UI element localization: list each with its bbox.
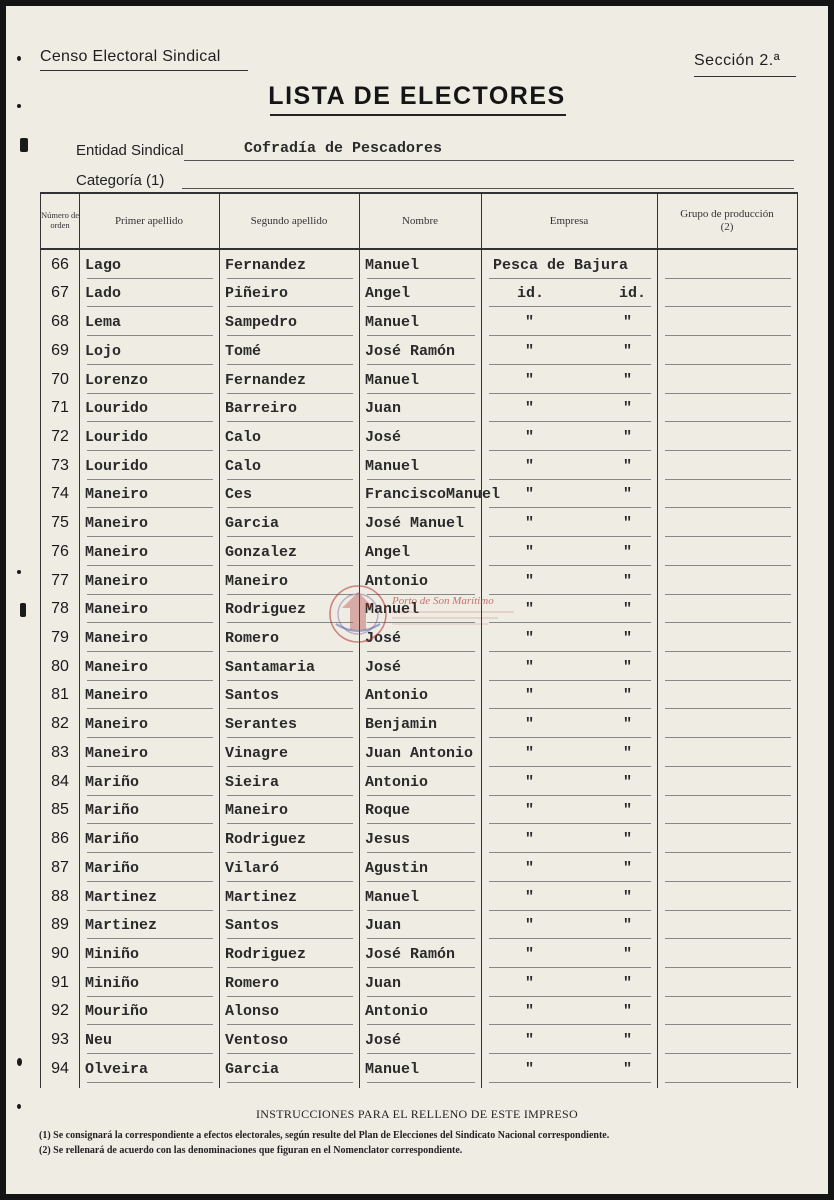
cell-nombre: Juan Antonio [365, 744, 474, 762]
row-rule [227, 1082, 353, 1083]
cell-nombre: José Ramón [365, 342, 456, 360]
cell-nombre: Manuel [365, 888, 420, 906]
cell-empresa-id: " [623, 831, 633, 849]
cell-empresa: " [525, 1060, 535, 1078]
table-row [41, 537, 797, 566]
cell-nombre: Angel [365, 285, 411, 303]
cell-primer-apellido: Maneiro [85, 572, 149, 590]
cell-empresa: " [525, 429, 535, 446]
cell-empresa-id: " [623, 515, 633, 533]
table-row [41, 307, 797, 336]
cell-nombre: Antonio [365, 687, 429, 705]
cell-nombre: Angel [365, 543, 411, 561]
cell-empresa: " [525, 859, 535, 877]
table-row [41, 652, 797, 681]
cell-segundo-apellido: Vilaró [225, 859, 280, 877]
cell-segundo-apellido: Santos [225, 687, 280, 705]
cell-empresa-id: " [623, 888, 633, 906]
cell-segundo-apellido: Vinagre [225, 744, 289, 762]
table-row [41, 1025, 797, 1054]
table-row [41, 279, 797, 308]
cell-numero: 94 [51, 1059, 69, 1077]
cell-numero: 93 [51, 1031, 69, 1049]
cell-empresa: Pesca de Bajura [493, 256, 629, 274]
cell-numero: 68 [51, 313, 69, 331]
table-row [41, 451, 797, 480]
cell-numero: 84 [51, 772, 69, 790]
cell-segundo-apellido: Romero [225, 630, 280, 648]
cell-numero: 71 [51, 399, 69, 417]
cell-empresa: " [525, 457, 535, 475]
instructions-title: INSTRUCCIONES PARA EL RELLENO DE ESTE IMPRESO [256, 1107, 578, 1121]
table-row [41, 394, 797, 423]
cell-segundo-apellido: Barreiro [225, 400, 298, 418]
cell-empresa: " [525, 572, 535, 590]
table-row [41, 250, 797, 279]
table-row [41, 882, 797, 911]
header-underline [40, 70, 248, 71]
cell-segundo-apellido: Gonzalez [225, 543, 298, 561]
cell-primer-apellido: Maneiro [85, 687, 149, 705]
table-row [41, 336, 797, 365]
cell-nombre: Benjamin [365, 716, 438, 734]
cell-empresa: " [525, 1003, 535, 1021]
cell-segundo-apellido: Piñeiro [225, 285, 289, 303]
cell-numero: 70 [51, 370, 69, 388]
cell-primer-apellido: Lema [85, 314, 122, 332]
cell-segundo-apellido: Rodriguez [225, 831, 307, 849]
cell-segundo-apellido: Maneiro [225, 802, 289, 820]
cell-empresa: " [525, 831, 535, 849]
cell-primer-apellido: Martinez [85, 917, 158, 935]
title-underline [270, 114, 566, 116]
cell-numero: 74 [51, 485, 69, 503]
cell-numero: 83 [51, 743, 69, 761]
cell-segundo-apellido: Ventoso [225, 1032, 289, 1050]
cell-primer-apellido: Maneiro [85, 515, 149, 533]
table-row [41, 681, 797, 710]
page-title: LISTA DE ELECTORES [268, 82, 566, 110]
cell-empresa-id: " [623, 744, 633, 762]
cell-nombre: Juan [365, 917, 402, 935]
cell-empresa: " [525, 888, 535, 906]
table-row [41, 738, 797, 767]
cell-empresa: " [525, 716, 535, 734]
cell-nombre: Agustin [365, 859, 429, 877]
table-row [41, 997, 797, 1026]
cofradia-stamp [318, 578, 518, 648]
cell-numero: 89 [51, 916, 69, 934]
cell-empresa: " [525, 342, 535, 360]
cell-nombre: Antonio [365, 572, 429, 590]
cell-segundo-apellido: Calo [225, 457, 262, 475]
table-row [41, 767, 797, 796]
table-row [41, 480, 797, 509]
stamp-text: Porto de Son Marítimo [392, 595, 494, 607]
cell-primer-apellido: Mariño [85, 802, 140, 820]
cell-segundo-apellido: Sampedro [225, 314, 298, 332]
cell-segundo-apellido: Ces [225, 486, 253, 504]
cell-primer-apellido: Lago [85, 256, 122, 274]
cell-nombre: José Ramón [365, 945, 456, 963]
cell-primer-apellido: Mariño [85, 859, 140, 877]
cell-empresa-id: " [623, 1032, 633, 1050]
cell-primer-apellido: Maneiro [85, 486, 149, 504]
row-rule [489, 1082, 651, 1083]
cell-segundo-apellido: Maneiro [225, 572, 289, 590]
cell-numero: 82 [51, 715, 69, 733]
cell-primer-apellido: Lourido [85, 457, 149, 475]
instruction-note-2: (2) Se rellenará de acuerdo con las denominaciones que figuran en el Nomenclator correspondiente. [39, 1145, 463, 1156]
cell-segundo-apellido: Romero [225, 974, 280, 992]
cell-primer-apellido: Lourido [85, 429, 149, 446]
cell-empresa-id: " [623, 314, 633, 332]
cell-nombre: Antonio [365, 773, 429, 791]
cell-empresa-id: " [623, 802, 633, 820]
cell-primer-apellido: Maneiro [85, 630, 149, 648]
punch-mark [20, 138, 28, 152]
table-row [41, 365, 797, 394]
cell-segundo-apellido: Serantes [225, 716, 298, 734]
cell-primer-apellido: Mariño [85, 831, 140, 849]
categoria-line [182, 188, 794, 189]
cell-primer-apellido: Neu [85, 1032, 113, 1050]
cell-primer-apellido: Lorenzo [85, 371, 149, 389]
cell-nombre: FranciscoManuel [365, 486, 501, 504]
punch-mark [17, 1104, 21, 1109]
cell-segundo-apellido: Fernandez [225, 371, 307, 389]
cell-numero: 90 [51, 944, 69, 962]
cell-empresa-id: " [623, 974, 633, 992]
cell-numero: 91 [51, 973, 69, 991]
cell-nombre: José [365, 658, 402, 676]
cell-empresa-id: " [623, 572, 633, 590]
cell-empresa-id: " [623, 543, 633, 561]
cell-empresa: " [525, 543, 535, 561]
entidad-line [184, 160, 794, 161]
cell-numero: 77 [51, 571, 69, 589]
cell-numero: 72 [51, 428, 69, 445]
header-primer-apellido: Primer apellido [114, 214, 184, 227]
row-rule [367, 1082, 475, 1083]
cell-nombre: José [365, 1032, 402, 1050]
row-rule [665, 1082, 791, 1083]
header-nombre: Nombre [401, 214, 439, 227]
categoria-label: Categoría (1) [76, 172, 165, 189]
cell-empresa-id: " [623, 945, 633, 963]
cell-nombre: Juan [365, 400, 402, 418]
cell-empresa: id. [517, 285, 545, 303]
cell-empresa: " [525, 400, 535, 418]
cell-empresa-id: " [623, 400, 633, 418]
cell-empresa-id: " [623, 342, 633, 360]
cell-empresa: " [525, 917, 535, 935]
cell-empresa-id: " [623, 859, 633, 877]
cell-empresa: " [525, 314, 535, 332]
cell-numero: 86 [51, 830, 69, 848]
cell-primer-apellido: Miniño [85, 945, 140, 963]
cell-numero: 85 [51, 801, 69, 819]
cell-segundo-apellido: Garcia [225, 515, 280, 533]
punch-mark [20, 603, 26, 617]
header-empresa: Empresa [549, 214, 589, 227]
cell-empresa: " [525, 515, 535, 533]
cell-nombre: Manuel [365, 256, 420, 274]
cell-numero: 66 [51, 255, 69, 273]
cell-segundo-apellido: Calo [225, 429, 262, 446]
cell-empresa-id: " [623, 457, 633, 475]
header-grupo-produccion: Grupo de producción (2) [680, 208, 774, 233]
cell-empresa: " [525, 630, 535, 648]
cell-primer-apellido: Martinez [85, 888, 158, 906]
cell-empresa-id: " [623, 687, 633, 705]
cell-primer-apellido: Maneiro [85, 716, 149, 734]
cell-empresa: " [525, 945, 535, 963]
document-header-left: Censo Electoral Sindical [40, 48, 221, 65]
cell-numero: 80 [51, 657, 69, 675]
cell-nombre: Manuel [365, 1060, 420, 1078]
cell-empresa: " [525, 658, 535, 676]
cell-primer-apellido: Mariño [85, 773, 140, 791]
cell-empresa-id: " [623, 716, 633, 734]
cell-nombre: Juan [365, 974, 402, 992]
cell-nombre: José [365, 630, 402, 648]
cell-primer-apellido: Mouriño [85, 1003, 149, 1021]
cell-primer-apellido: Miniño [85, 974, 140, 992]
cell-empresa-id: id. [619, 285, 647, 303]
cell-segundo-apellido: Sieira [225, 773, 280, 791]
cell-empresa: " [525, 687, 535, 705]
cell-numero: 78 [51, 600, 69, 618]
cell-empresa: " [525, 974, 535, 992]
cell-empresa-id: " [623, 630, 633, 648]
cell-segundo-apellido: Santamaria [225, 658, 316, 676]
cell-empresa-id: " [623, 658, 633, 676]
cell-segundo-apellido: Alonso [225, 1003, 280, 1021]
cell-empresa-id: " [623, 773, 633, 791]
cell-numero: 88 [51, 887, 69, 905]
punch-mark [17, 104, 21, 108]
header-segundo-apellido: Segundo apellido [250, 214, 328, 227]
cell-empresa-id: " [623, 601, 633, 619]
cell-primer-apellido: Lourido [85, 400, 149, 418]
entidad-value: Cofradía de Pescadores [244, 140, 443, 157]
cell-numero: 69 [51, 341, 69, 359]
cell-nombre: Manuel [365, 314, 420, 332]
section-underline [694, 76, 796, 77]
cell-empresa-id: " [623, 917, 633, 935]
cell-empresa: " [525, 802, 535, 820]
table-row [41, 710, 797, 739]
table-row [41, 422, 797, 451]
punch-mark [17, 570, 21, 574]
cell-empresa: " [525, 773, 535, 791]
table-row [41, 911, 797, 940]
cell-segundo-apellido: Fernandez [225, 256, 307, 274]
cell-nombre: José Manuel [365, 515, 465, 533]
cell-nombre: Roque [365, 802, 411, 820]
cell-empresa-id: " [623, 429, 633, 446]
cell-primer-apellido: Lado [85, 285, 122, 303]
cell-empresa-id: " [623, 1003, 633, 1021]
cell-nombre: José [365, 429, 402, 446]
cell-nombre: Manuel [365, 601, 420, 619]
cell-primer-apellido: Olveira [85, 1060, 149, 1078]
document-page [6, 6, 828, 1194]
cell-numero: 67 [51, 284, 69, 302]
table-row [41, 853, 797, 882]
cell-empresa-id: " [623, 1060, 633, 1078]
cell-numero: 92 [51, 1002, 69, 1020]
table-row [41, 796, 797, 825]
cell-numero: 81 [51, 686, 69, 704]
punch-mark [17, 1058, 22, 1066]
cell-empresa-id: " [623, 371, 633, 389]
cell-numero: 87 [51, 858, 69, 876]
row-rule [87, 1082, 213, 1083]
instruction-note-1: (1) Se consignará la correspondiente a efectos electorales, según resulte del Plan de Elecciones del Sindicato Nacional correspondiente. [39, 1130, 610, 1141]
section-label: Sección 2.ª [694, 52, 781, 69]
table-row [41, 1054, 797, 1083]
cell-numero: 75 [51, 514, 69, 532]
cell-empresa: " [525, 1032, 535, 1050]
table-row [41, 508, 797, 537]
cell-primer-apellido: Maneiro [85, 658, 149, 676]
cell-empresa: " [525, 371, 535, 389]
header-numero: Número de orden [41, 210, 80, 230]
table-row [41, 968, 797, 997]
cell-empresa: " [525, 486, 535, 504]
entidad-label: Entidad Sindical [76, 142, 184, 159]
cell-segundo-apellido: Rodriguez [225, 601, 307, 619]
cell-empresa-id: " [623, 486, 633, 504]
cell-nombre: Manuel [365, 371, 420, 389]
punch-mark [17, 56, 21, 61]
cell-primer-apellido: Maneiro [85, 543, 149, 561]
cell-numero: 73 [51, 456, 69, 474]
table-row [41, 824, 797, 853]
cell-segundo-apellido: Santos [225, 917, 280, 935]
cell-numero: 76 [51, 542, 69, 560]
cell-nombre: Manuel [365, 457, 420, 475]
cell-primer-apellido: Maneiro [85, 601, 149, 619]
cell-segundo-apellido: Garcia [225, 1060, 280, 1078]
cell-segundo-apellido: Rodriguez [225, 945, 307, 963]
cell-segundo-apellido: Martinez [225, 888, 298, 906]
table-row [41, 939, 797, 968]
cell-nombre: Jesus [365, 831, 411, 849]
cell-empresa: " [525, 601, 535, 619]
cell-primer-apellido: Lojo [85, 342, 122, 360]
cell-primer-apellido: Maneiro [85, 744, 149, 762]
cell-segundo-apellido: Tomé [225, 342, 262, 360]
cell-empresa: " [525, 744, 535, 762]
cell-nombre: Antonio [365, 1003, 429, 1021]
cell-numero: 79 [51, 629, 69, 647]
